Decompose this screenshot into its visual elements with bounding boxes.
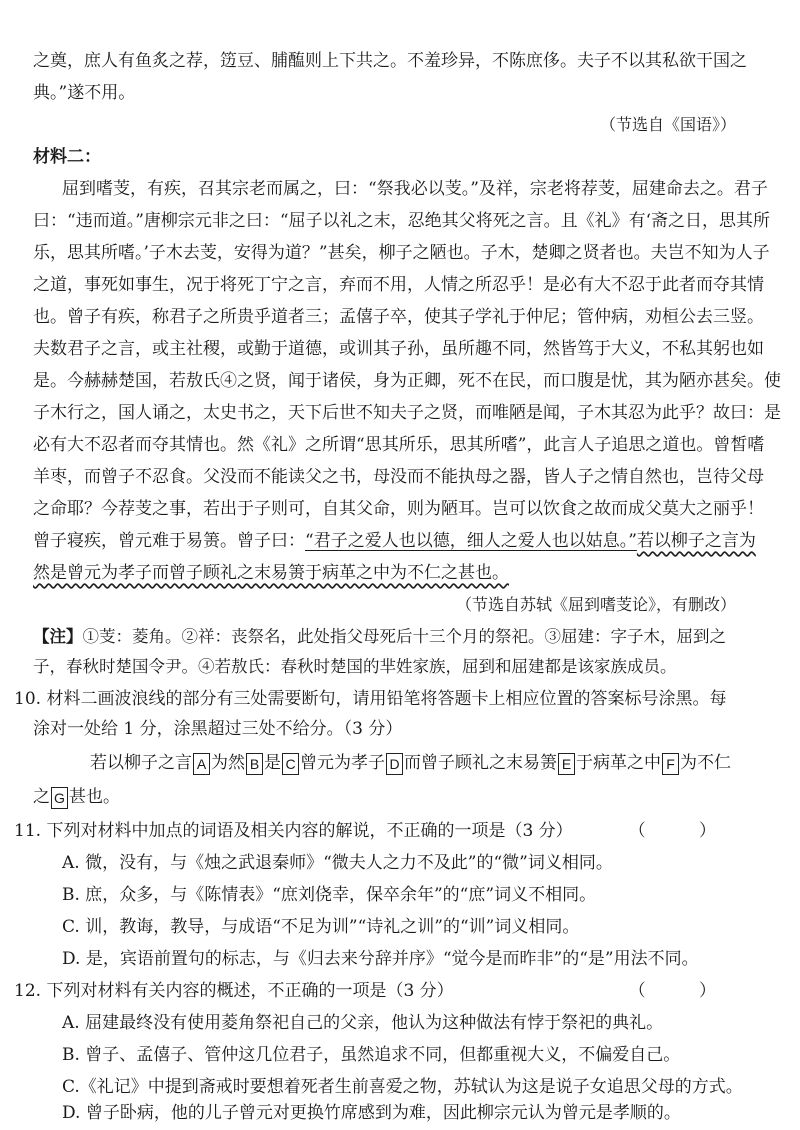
material2-heading: 材料二： <box>33 147 101 167</box>
q10-segment: 是 <box>264 753 281 773</box>
break-mark-F[interactable]: F <box>662 753 679 775</box>
q11-option-b: B. 庶，众多，与《陈情表》“庶刘侥幸，保卒余年”的“庶”词义不相同。 <box>62 885 597 905</box>
wavy-line-start: 若以柳子之言为 <box>636 531 756 551</box>
q10-segment: 之 <box>33 787 50 807</box>
q12-option-d: D. 曾子卧病，他的儿子曾元对更换竹席感到为难，因此柳宗元认为曾元是孝顺的。 <box>62 1103 681 1123</box>
underlined-quote: “君子之爱人也以德，细人之爱人也以姑息。” <box>305 531 637 551</box>
material2-line-7: 是。今赫赫楚国，若敖氏④之贤，闻于诸侯，身为正卿，死不在民，而口腹是忧，其为陋亦甚矣。使 <box>33 371 781 391</box>
q12-stem: 12. 下列对材料有关内容的概述，不正确的一项是（3 分） <box>14 981 454 1001</box>
q11-option-d: D. 是，宾语前置句的标志，与《归去来兮辞并序》“觉今是而昨非”的“是”用法不同。 <box>62 949 699 969</box>
break-mark-G[interactable]: G <box>51 787 68 809</box>
material2-line-8: 子木行之，国人诵之，太史书之，天下后世不知夫子之贤，而唯陋是闻，子木其忍为此乎？故曰：是 <box>33 403 781 423</box>
q11-option-a: A. 微，没有，与《烛之武退秦师》“微夫人之力不及此”的“微”词义相同。 <box>62 853 613 873</box>
break-mark-A[interactable]: A <box>193 753 210 775</box>
material2-source: （节选自苏轼《屈到嗜芰论》，有删改） <box>455 595 736 614</box>
q10-segment: 甚也。 <box>69 787 120 807</box>
q10-sentence-line-2 <box>33 782 120 812</box>
q12-option-c: C.《礼记》中提到斋戒时要想着死者生前喜爱之物，苏轼认为这是说子女追思父母的方式。 <box>62 1077 743 1097</box>
wavy-line-end: 然是曾元为孝子而曾子顾礼之末易箦于病革之中为不仁之甚也。 <box>33 563 509 583</box>
material2-line-2: 曰：“违而道。”唐柳宗元非之曰：“屈子以礼之末，忍绝其父将死之言。且《礼》有‘斋之日，思其所 <box>33 211 770 231</box>
material2-line-12-start: 曾子寝疾，曾元难于易箦。曾子曰： <box>33 531 305 551</box>
material2-line-5: 也。曾子有疾，称君子之所贵乎道者三；孟僖子卒，使其子学礼于仲尼；管仲病，劝桓公去三竖。 <box>33 307 764 327</box>
break-mark-C[interactable]: C <box>282 753 299 775</box>
passage1-line-1: 之奠，庶人有鱼炙之荐，笾豆、脯醢则上下共之。不羞珍异，不陈庶侈。夫子不以其私欲干国之 <box>33 51 747 71</box>
material2-line-9: 必有大不忍者而夺其情也。然《礼》之所谓“思其所乐，思其所嗜”，此言人子追思之道也。曾皙嗜 <box>33 435 765 455</box>
q10-segment: 曾元为孝子 <box>300 753 385 773</box>
q10-segment: 于病革之中 <box>576 753 661 773</box>
break-mark-D[interactable]: D <box>386 753 403 775</box>
note-line-2: 子，春秋时楚国令尹。④若敖氏：春秋时楚国的芈姓家族，屈到和屈建都是该家族成员。 <box>33 657 677 676</box>
material2-line-10: 羊枣，而曾子不忍食。父没而不能读父之书，母没而不能执母之器，皆人子之情自然也，岂待父母 <box>33 467 764 487</box>
passage1-source: （节选自《国语》） <box>599 115 736 134</box>
note-label: 【注】 <box>33 627 83 646</box>
break-mark-B[interactable]: B <box>246 753 263 775</box>
q10-segment: 若以柳子之言 <box>90 753 192 773</box>
note-text-1: ①芰：菱角。②祥：丧祭名，此处指父母死后十三个月的祭祀。③屈建：字子木，屈到之 <box>82 627 726 646</box>
q10-segment: 为然 <box>211 753 245 773</box>
q11-stem: 11. 下列对材料中加点的词语及相关内容的解说，不正确的一项是（3 分） <box>14 821 573 841</box>
passage1-line-2: 典。”遂不用。 <box>33 83 136 103</box>
q11-option-c: C. 训，教诲，教导，与成语“不足为训”“诗礼之训”的“训”词义相同。 <box>62 917 580 937</box>
material2-line-1: 屈到嗜芰，有疾，召其宗老而属之，曰：“祭我必以芰。”及祥，宗老将荐芰，屈建命去之。君子 <box>62 179 768 199</box>
material2-line-12 <box>33 526 756 556</box>
material2-line-3: 乐，思其所嗜。’子木去芰，安得为道？”甚矣，柳子之陋也。子木，楚卿之贤者也。夫岂不知为人子 <box>33 243 770 263</box>
material2-line-6: 夫数君子之言，或主社稷，或勤于道德，或训其子孙，虽所趣不同，然皆笃于大义，不私其躬也如 <box>33 339 764 359</box>
q12-answer-paren[interactable]: （ ） <box>628 981 740 1001</box>
q10-sentence-line-1 <box>90 748 731 778</box>
material2-line-11: 之命耶？今荐芰之事，若出于子则可，自其父命，则为陋耳。岂可以饮食之故而成父莫大之丽乎！ <box>33 499 764 519</box>
material2-line-13 <box>33 558 509 588</box>
q10-stem-1: 10. 材料二画波浪线的部分有三处需要断句，请用铅笔将答题卡上相应位置的答案标号涂黑。每 <box>14 689 727 709</box>
note-line-1 <box>33 622 726 652</box>
q10-segment: 为不仁 <box>680 753 731 773</box>
q10-stem-2: 涂对一处给 1 分，涂黑超过三处不给分。（3 分） <box>33 719 403 739</box>
material2-line-4: 之道，事死如事生，况于将死丁宁之言，弃而不用，人情之所忍乎！是必有大不忍于此者而夺其情 <box>33 275 764 295</box>
break-mark-E[interactable]: E <box>558 753 575 775</box>
q12-option-a: A. 屈建最终没有使用菱角祭祀自己的父亲，他认为这种做法有悖于祭祀的典礼。 <box>62 1013 664 1033</box>
q12-option-b: B. 曾子、孟僖子、管仲这几位君子，虽然追求不同，但都重视大义，不偏爱自己。 <box>62 1045 681 1065</box>
q10-segment: 而曾子顾礼之末易箦 <box>404 753 557 773</box>
q11-answer-paren[interactable]: （ ） <box>628 821 740 841</box>
